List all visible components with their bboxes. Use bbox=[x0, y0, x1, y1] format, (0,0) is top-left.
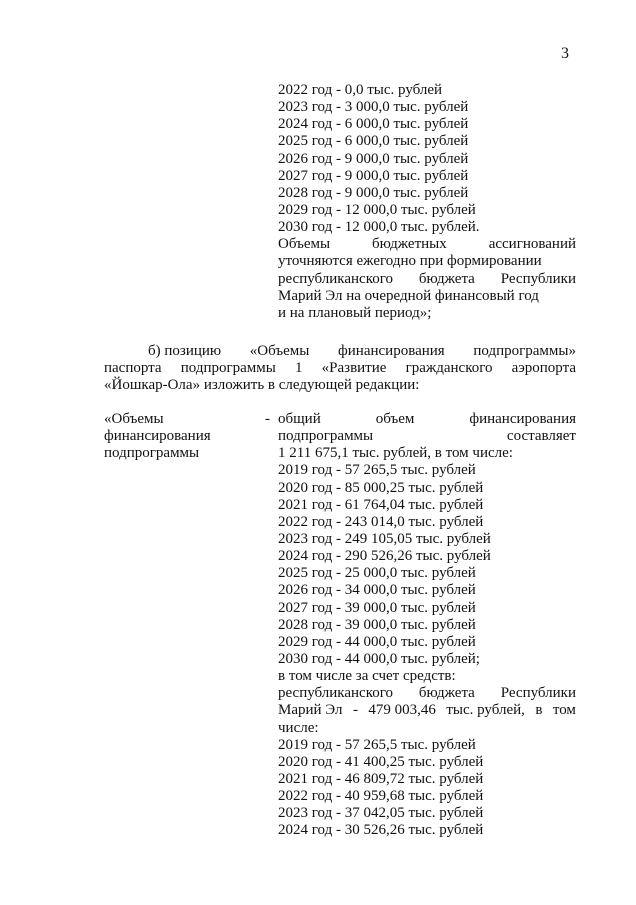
budget-year-line: 2021 год - 46 809,72 тыс. рублей bbox=[278, 770, 484, 787]
value-word: составляет bbox=[506, 428, 576, 445]
paragraph-line: «Йошкар-Ола» изложить в следующей редакции: bbox=[104, 377, 420, 394]
sources-intro: в том числе за счет средств: bbox=[278, 668, 456, 685]
value-line bbox=[278, 702, 576, 719]
table-label-line: финансирования bbox=[104, 428, 211, 445]
funding-year-line: 2030 год - 12 000,0 тыс. рублей. bbox=[278, 219, 480, 236]
total-year-line: 2020 год - 85 000,25 тыс. рублей bbox=[278, 479, 484, 496]
funding-year-line: 2022 год - 0,0 тыс. рублей bbox=[278, 82, 443, 98]
value-word: республиканского bbox=[278, 685, 393, 702]
value-word: том bbox=[552, 702, 576, 719]
funding-year-line: 2023 год - 3 000,0 тыс. рублей bbox=[278, 99, 469, 116]
value-word: финансирования bbox=[469, 411, 576, 427]
funding-continuation-block bbox=[278, 82, 576, 322]
paragraph-word: 1 bbox=[295, 360, 303, 377]
note-line: Марий Эл на очередной финансовый год bbox=[278, 287, 539, 304]
value-word: Марий Эл bbox=[278, 702, 343, 719]
budget-year-line: 2022 год - 40 959,68 тыс. рублей bbox=[278, 788, 484, 805]
note-word: Объемы bbox=[278, 236, 331, 253]
funding-year-line: 2029 год - 12 000,0 тыс. рублей bbox=[278, 201, 476, 218]
funding-year-line: 2026 год - 9 000,0 тыс. рублей bbox=[278, 150, 469, 167]
funding-year-line: 2025 год - 6 000,0 тыс. рублей bbox=[278, 133, 469, 150]
value-word: бюджета bbox=[418, 685, 475, 702]
note-word: Республики bbox=[500, 270, 576, 287]
total-year-line: 2028 год - 39 000,0 тыс. рублей bbox=[278, 616, 476, 633]
total-year-line: 2027 год - 39 000,0 тыс. рублей bbox=[278, 599, 476, 616]
note-line bbox=[278, 271, 576, 288]
value-word: объем bbox=[375, 411, 415, 427]
value-line bbox=[278, 411, 576, 428]
funding-year-line: 2024 год - 6 000,0 тыс. рублей bbox=[278, 116, 469, 133]
note-word: бюджетных bbox=[372, 236, 447, 253]
total-year-line: 2019 год - 57 265,5 тыс. рублей bbox=[278, 462, 476, 479]
paragraph-word: финансирования bbox=[338, 343, 445, 359]
paragraph-word: подпрограммы» bbox=[473, 343, 576, 359]
value-line bbox=[278, 685, 576, 702]
table-dash bbox=[265, 411, 270, 428]
table-label-line: подпрограммы bbox=[104, 445, 200, 462]
funding-year-line: 2027 год - 9 000,0 тыс. рублей bbox=[278, 167, 469, 184]
value-word: 479 003,46 bbox=[368, 702, 436, 719]
total-year-line: 2025 год - 25 000,0 тыс. рублей bbox=[278, 565, 476, 582]
total-year-line: 2029 год - 44 000,0 тыс. рублей bbox=[278, 633, 476, 650]
value-word: Республики bbox=[500, 685, 576, 702]
value-word: в bbox=[535, 702, 543, 719]
page-number: 3 bbox=[561, 45, 569, 62]
budget-year-line: 2019 год - 57 265,5 тыс. рублей bbox=[278, 736, 476, 753]
table-label-line: «Объемы bbox=[104, 411, 164, 427]
budget-year-line: 2024 год - 30 526,26 тыс. рублей bbox=[278, 822, 484, 839]
value-line: числе: bbox=[278, 719, 319, 736]
total-year-line: 2024 год - 290 526,26 тыс. рублей bbox=[278, 548, 491, 565]
paragraph-word: подпрограммы bbox=[180, 360, 276, 377]
budget-year-line: 2023 год - 37 042,05 тыс. рублей bbox=[278, 805, 484, 822]
table-value-cell bbox=[278, 411, 576, 840]
note-line: и на плановый период»; bbox=[278, 304, 432, 321]
total-year-line: 2030 год - 44 000,0 тыс. рублей; bbox=[278, 650, 480, 667]
note-word: республиканского bbox=[278, 270, 393, 287]
value-word: тыс. рублей, bbox=[446, 702, 525, 719]
dash-separator: - bbox=[265, 411, 270, 427]
paragraph-word: б) позицию bbox=[148, 343, 222, 359]
amendment-paragraph bbox=[104, 343, 576, 394]
note-word: бюджета bbox=[418, 270, 475, 287]
note-line: уточняются ежегодно при формировании bbox=[278, 253, 542, 270]
value-word: общий bbox=[278, 411, 321, 427]
note-line bbox=[278, 236, 576, 253]
value-word: - bbox=[352, 702, 358, 719]
budget-year-line: 2020 год - 41 400,25 тыс. рублей bbox=[278, 753, 484, 770]
paragraph-line bbox=[104, 360, 576, 377]
paragraph-word: паспорта bbox=[104, 360, 162, 377]
paragraph-word: «Развитие bbox=[321, 360, 387, 377]
total-year-line: 2026 год - 34 000,0 тыс. рублей bbox=[278, 582, 476, 599]
note-word: ассигнований bbox=[488, 236, 576, 253]
value-line: 1 211 675,1 тыс. рублей, в том числе: bbox=[278, 445, 513, 462]
total-year-line: 2021 год - 61 764,04 тыс. рублей bbox=[278, 496, 484, 513]
funding-year-line: 2028 год - 9 000,0 тыс. рублей bbox=[278, 184, 469, 201]
value-line bbox=[278, 428, 576, 445]
paragraph-line bbox=[104, 343, 576, 360]
paragraph-word: «Объемы bbox=[249, 343, 310, 359]
paragraph-word: аэропорта bbox=[511, 360, 576, 377]
value-word: подпрограммы bbox=[278, 428, 374, 445]
paragraph-word: гражданского bbox=[405, 360, 493, 377]
total-year-line: 2023 год - 249 105,05 тыс. рублей bbox=[278, 530, 491, 547]
table-label-cell bbox=[104, 411, 272, 462]
total-year-line: 2022 год - 243 014,0 тыс. рублей bbox=[278, 513, 484, 530]
